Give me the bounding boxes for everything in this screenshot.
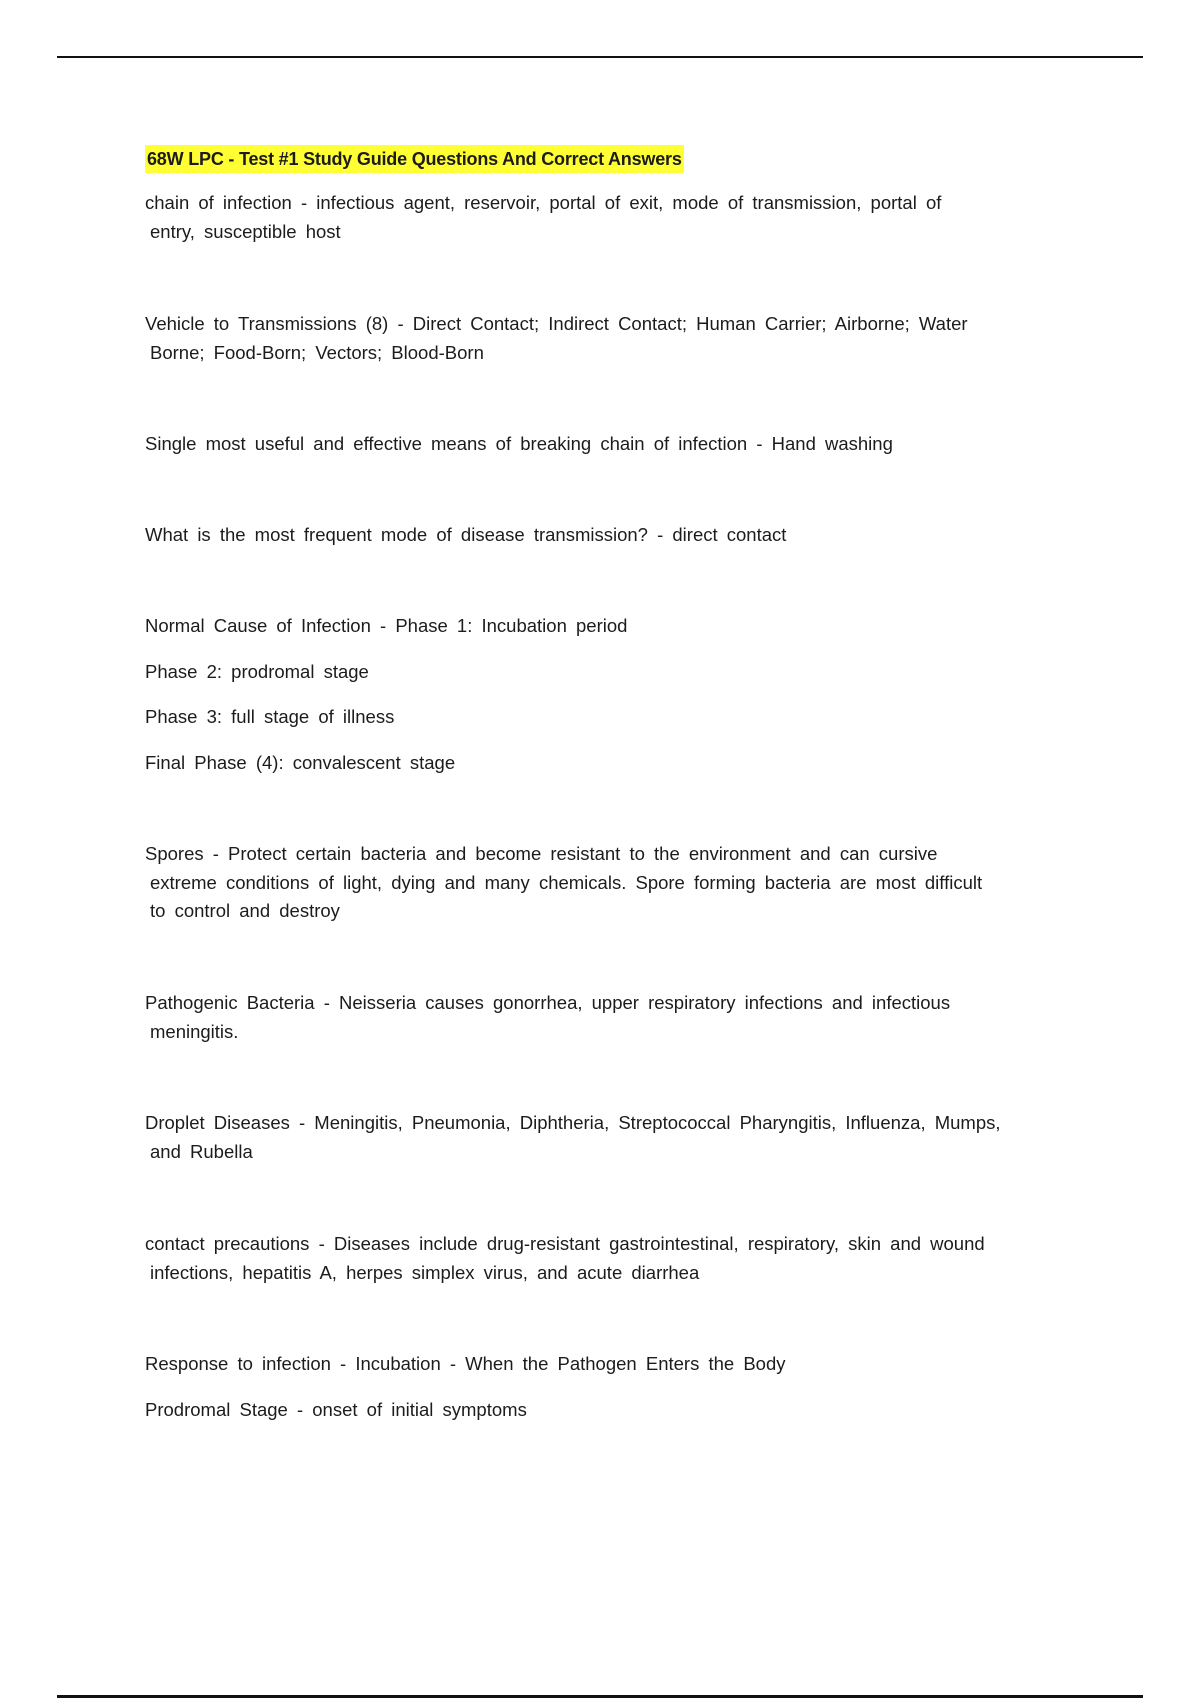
entry-line: Spores - Protect certain bacteria and become resistant to the environment and can cursive [145, 843, 938, 864]
entry-line: contact precautions - Diseases include drug-resistant gastrointestinal, respiratory, skin and wound [145, 1233, 985, 1254]
entry-line: extreme conditions of light, dying and many chemicals. Spore forming bacteria are most difficult [150, 871, 983, 893]
entry-droplet-diseases [145, 1109, 1001, 1166]
bottom-rule [57, 1695, 1143, 1698]
entry-line: entry, susceptible host [150, 220, 341, 242]
entry-spores [145, 840, 982, 926]
entry-pathogenic-bacteria [145, 989, 950, 1046]
entry-line: Phase 2: prodromal stage [145, 661, 369, 682]
entry-line: What is the most frequent mode of disease transmission? - direct contact [145, 524, 787, 545]
entry-line: chain of infection - infectious agent, reservoir, portal of exit, mode of transmission, portal of [145, 192, 942, 213]
entry-line: Borne; Food-Born; Vectors; Blood-Born [150, 341, 484, 363]
entry-line: Response to infection - Incubation - When the Pathogen Enters the Body [145, 1353, 786, 1374]
document-title: 68W LPC - Test #1 Study Guide Questions And Correct Answers [145, 145, 684, 173]
entry-line: Vehicle to Transmissions (8) - Direct Contact; Indirect Contact; Human Carrier; Airborne; Water [145, 313, 968, 334]
entry-contact-precautions [145, 1230, 985, 1287]
entry-phase-2 [145, 658, 369, 687]
entry-vehicle-to-transmissions [145, 310, 968, 367]
entry-line: Prodromal Stage - onset of initial symptoms [145, 1399, 527, 1420]
entry-line: Final Phase (4): convalescent stage [145, 752, 456, 773]
entry-direct-contact [145, 521, 786, 550]
entry-line: meningitis. [150, 1020, 239, 1042]
entry-line: to control and destroy [150, 900, 340, 921]
entry-line: Phase 3: full stage of illness [145, 706, 395, 727]
entry-final-phase [145, 749, 455, 778]
entry-line: Pathogenic Bacteria - Neisseria causes gonorrhea, upper respiratory infections and infectious [145, 992, 951, 1013]
entry-prodromal-stage [145, 1396, 527, 1425]
entry-line: Normal Cause of Infection - Phase 1: Incubation period [145, 615, 628, 636]
entry-hand-washing [145, 430, 893, 459]
entry-line: Single most useful and effective means of breaking chain of infection - Hand washing [145, 433, 893, 454]
entry-line: infections, hepatitis A, herpes simplex virus, and acute diarrhea [150, 1261, 700, 1283]
entry-line: Droplet Diseases - Meningitis, Pneumonia, Diphtheria, Streptococcal Pharyngitis, Influenza, Mumps, [145, 1112, 1001, 1133]
entry-chain-of-infection [145, 189, 941, 246]
entry-phase-3 [145, 703, 394, 732]
entry-normal-cause [145, 612, 627, 641]
entry-line: and Rubella [150, 1140, 253, 1162]
entry-response-to-infection [145, 1350, 785, 1379]
